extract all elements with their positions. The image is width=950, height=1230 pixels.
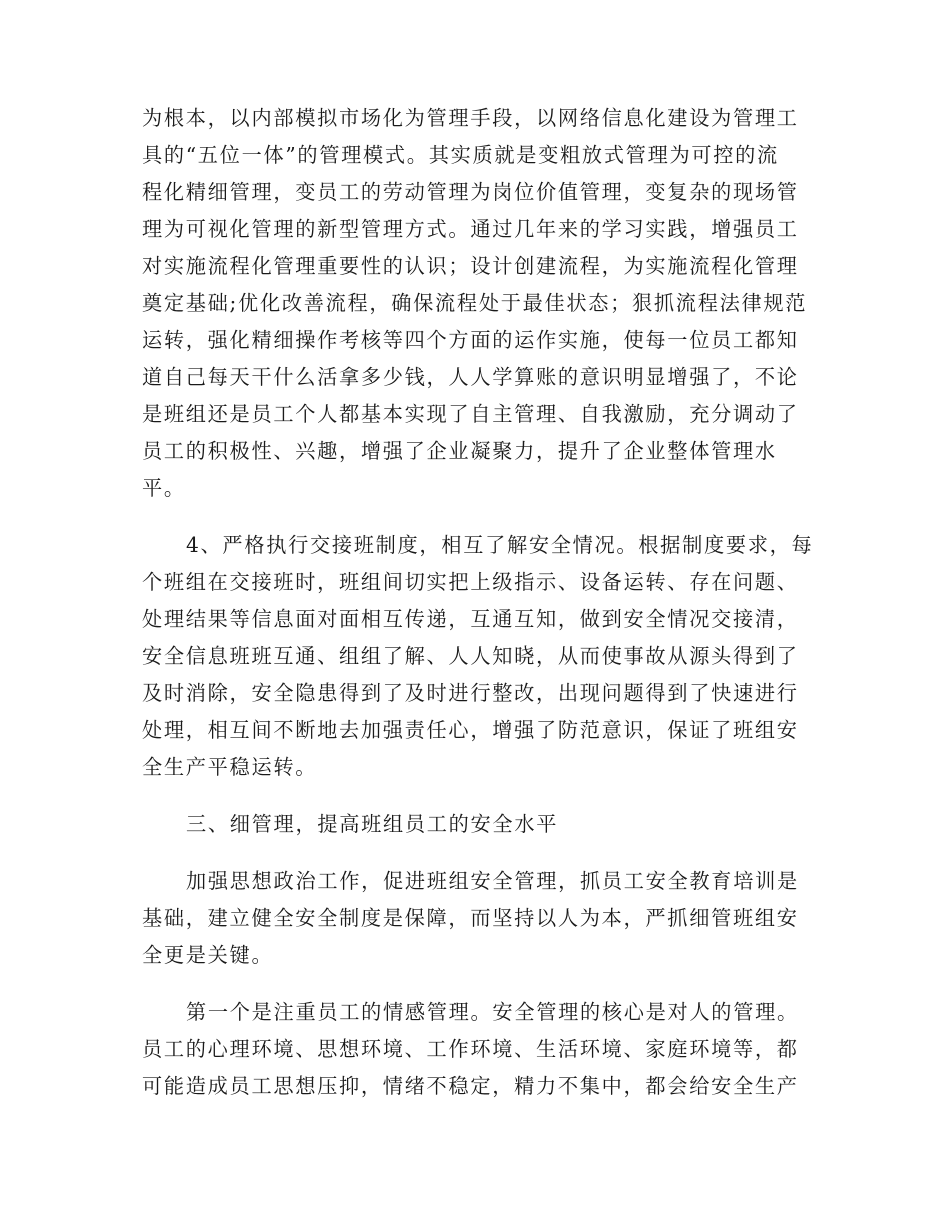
text-line: 具的“五位一体”的管理模式。其实质就是变粗放式管理为可控的流 [142,143,779,167]
paragraph-shift-handover [142,527,814,786]
document-body [142,100,814,1105]
text-line: 可能造成员工思想压抑，情绪不稳定，精力不集中，都会给安全生产 [142,1074,799,1098]
text-line: 全生产平稳运转。 [142,755,318,779]
text-line: 运转，强化精细操作考核等四个方面的运作实施，使每一位员工都知 [142,328,799,352]
text-line: 处理结果等信息面对面相互传递，互通互知，做到安全情况交接清， [142,607,799,631]
text-line: 平。 [142,476,186,500]
text-line: 程化精细管理，变员工的劳动管理为岗位价值管理，变复杂的现场管 [142,180,799,204]
paragraph-emotion-management [142,994,802,1105]
text-line: 第一个是注重员工的情感管理。安全管理的核心是对人的管理。 [186,1000,799,1024]
text-line: 员工的积极性、兴趣，增强了企业凝聚力，提升了企业整体管理水 [142,439,777,463]
text-line: 处理，相互间不断地去加强责任心，增强了防范意识，保证了班组安 [142,718,799,742]
text-line: 理为可视化管理的新型管理方式。通过几年来的学习实践，增强员工 [142,217,799,241]
text-line: 对实施流程化管理重要性的认识；设计创建流程，为实施流程化管理 [142,254,799,278]
paragraph-thought-work [142,863,802,974]
text-line: 个班组在交接班时，班组间切实把上级指示、设备运转、存在问题、 [142,570,799,594]
text-line: 奠定基础;优化改善流程，确保流程处于最佳状态；狠抓流程法律规范 [142,291,808,315]
text-line: 基础，建立健全安全制度是保障，而坚持以人为本，严抓细管班组安 [142,906,799,930]
heading-line: 三、细管理，提高班组员工的安全水平 [186,812,559,836]
paragraph-continuation [142,100,808,507]
text-line: 员工的心理环境、思想环境、工作环境、生活环境、家庭环境等，都 [142,1037,799,1061]
section-heading [142,806,802,843]
text-line: 是班组还是员工个人都基本实现了自主管理、自我激励，充分调动了 [142,402,799,426]
text-line: 为根本，以内部模拟市场化为管理手段，以网络信息化建设为管理工 [142,106,799,130]
text-line: 道自己每天干什么活拿多少钱，人人学算账的意识明显增强了，不论 [142,365,799,389]
text-line: 加强思想政治工作，促进班组安全管理，抓员工安全教育培训是 [186,869,799,893]
text-line: 安全信息班班互通、组组了解、人人知晓，从而使事故从源头得到了 [142,644,799,668]
text-line: 全更是关键。 [142,943,274,967]
text-line: 及时消除，安全隐患得到了及时进行整改，出现问题得到了快速进行 [142,681,799,705]
text-line: 4、严格执行交接班制度，相互了解安全情况。根据制度要求，每 [186,533,814,557]
